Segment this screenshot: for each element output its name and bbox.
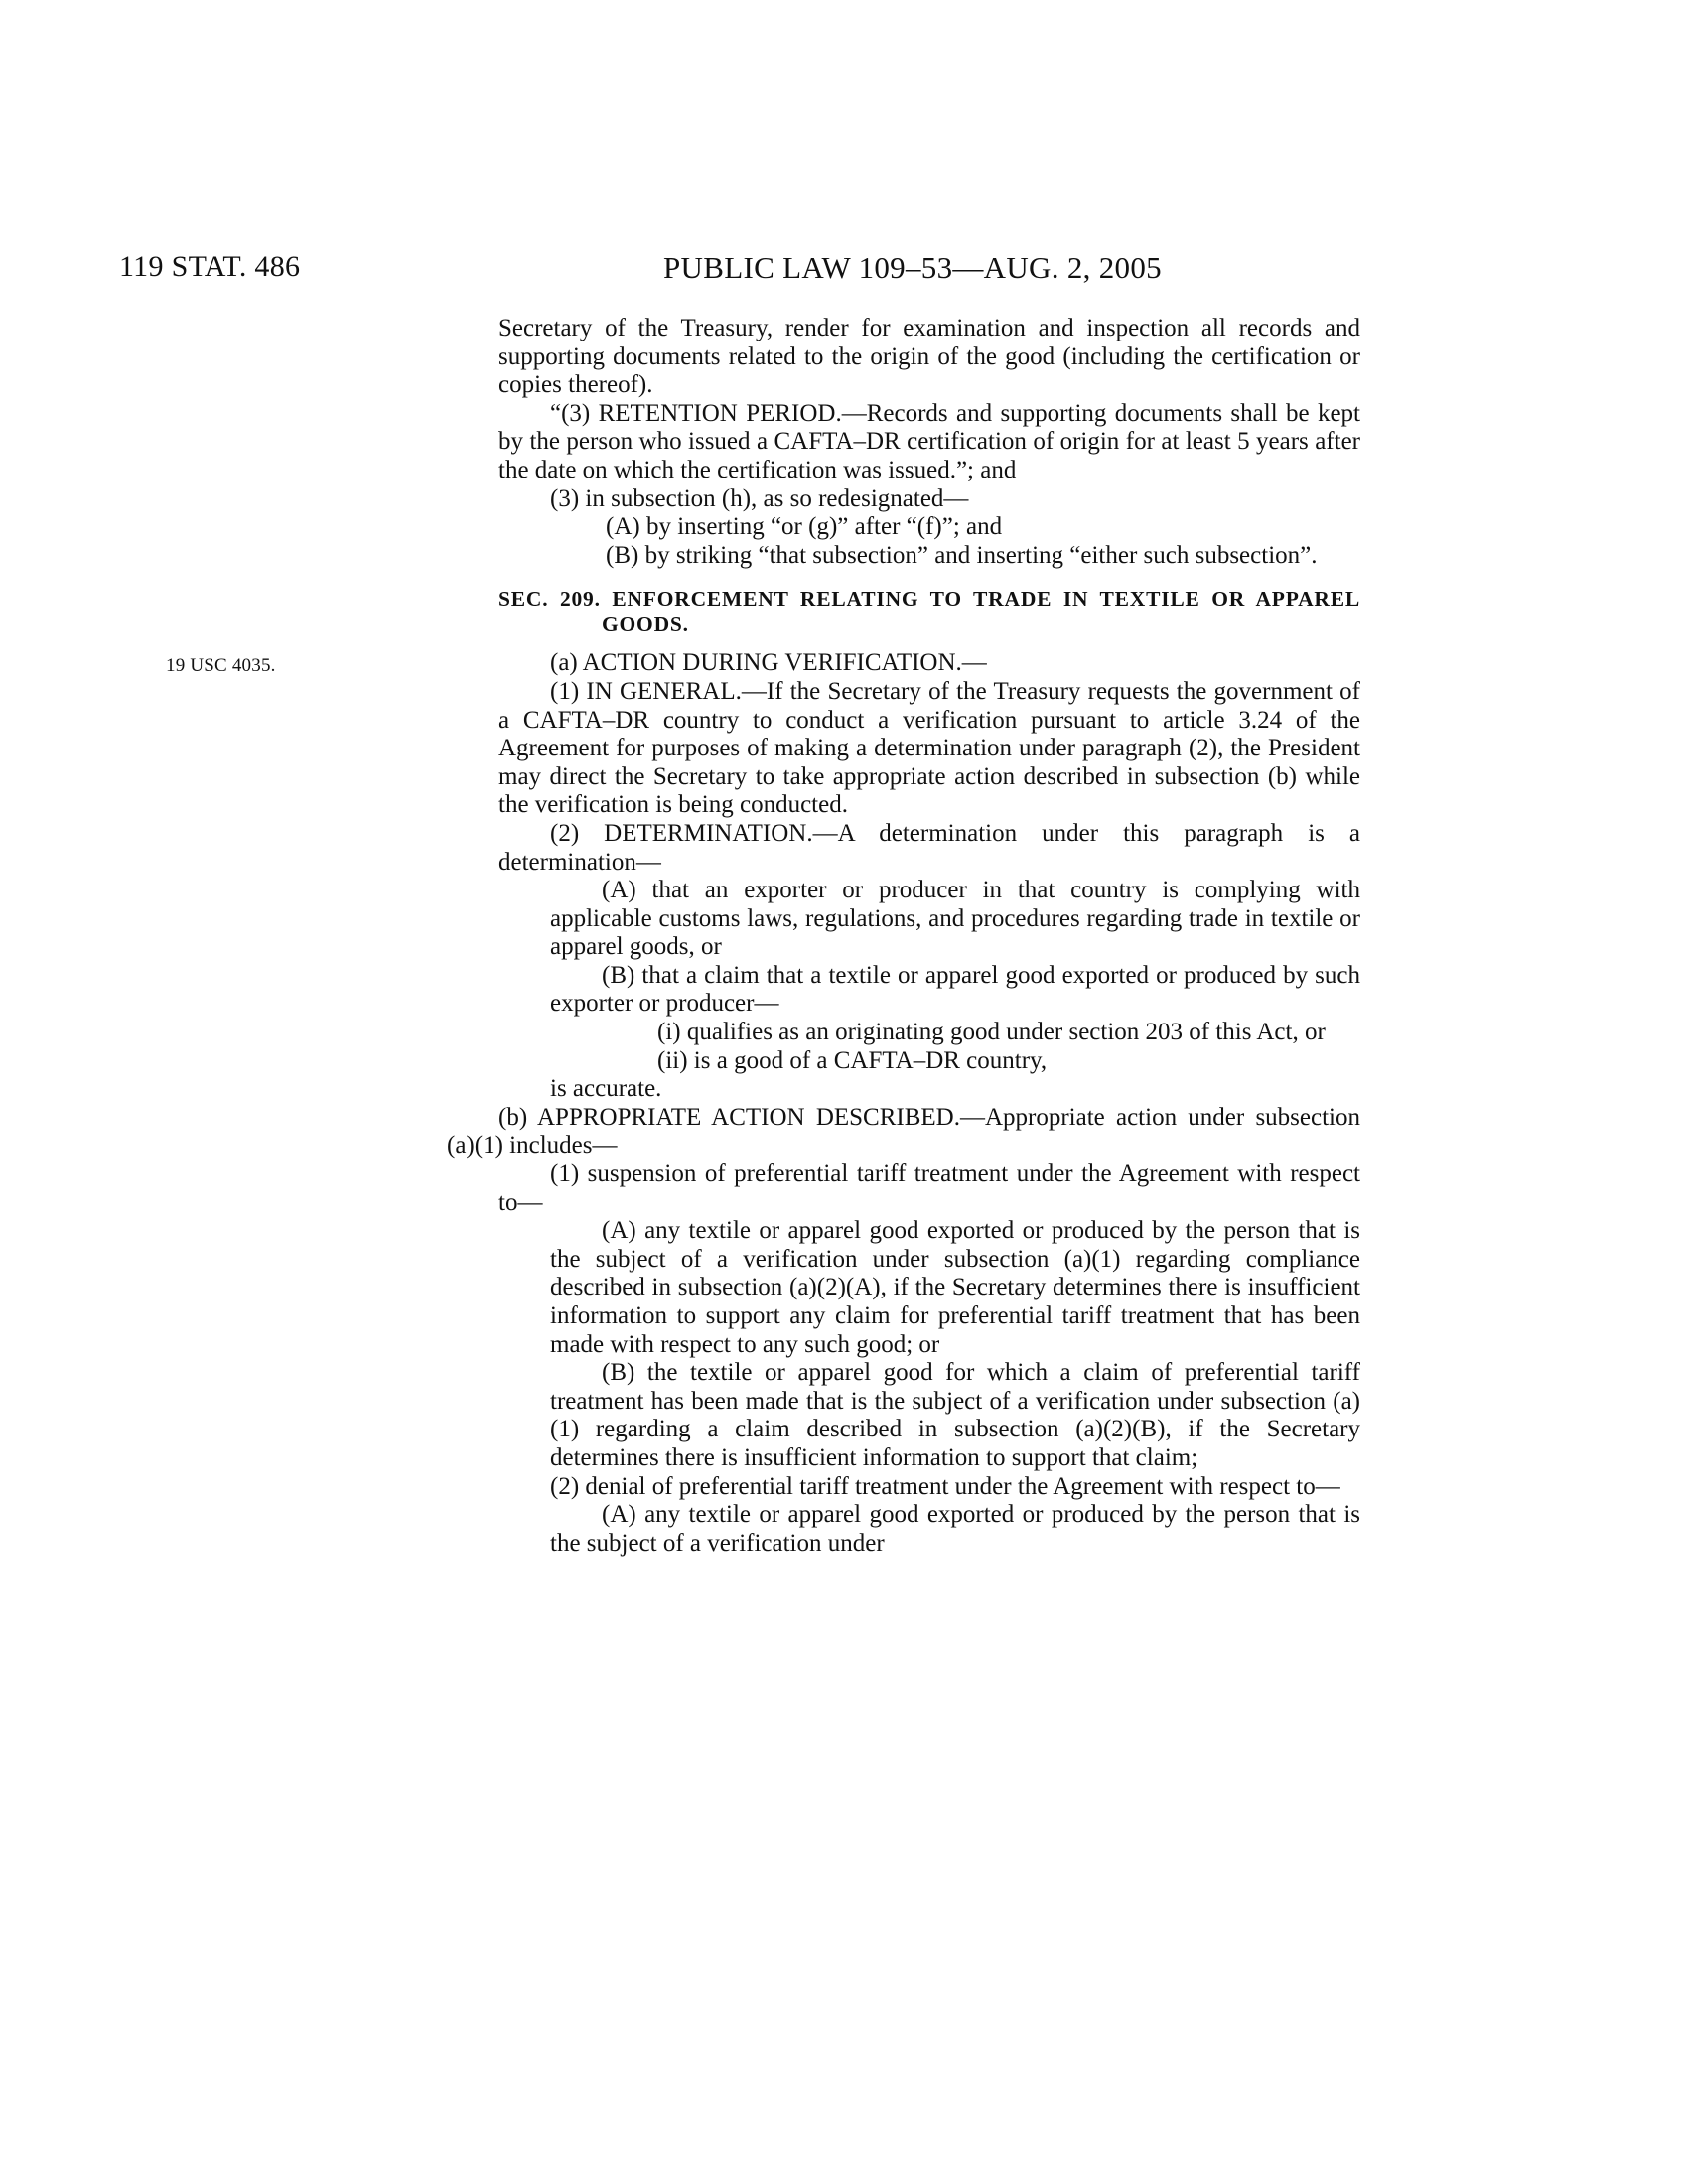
paragraph: (2) denial of preferential tariff treatment under the Agreement with respect to— [550, 1472, 1340, 1500]
paragraph: (B) the textile or apparel good for which a claim of preferential tariff treatment has been made that is the subject of a verification under subsection (a)(1) regarding a claim described in subsection (a)(2)(B), if the Secretary determines there is insufficient information to support that claim; [550, 1359, 1360, 1471]
paragraph: (1) suspension of preferential tariff treatment under the Agreement with respect to— [498, 1160, 1360, 1216]
page-title: PUBLIC LAW 109–53—AUG. 2, 2005 [663, 250, 1162, 285]
paragraph: (A) that an exporter or producer in that country is complying with applicable customs laws, regulations, and procedures regarding trade in textile or apparel goods, or [550, 877, 1360, 961]
subsection-heading: (b) APPROPRIATE ACTION DESCRIBED.—Appropriate action under subsection (a)(1) includes— [447, 1103, 1360, 1160]
paragraph: is accurate. [550, 1075, 662, 1103]
paragraph: Secretary of the Treasury, render for examination and inspection all records and supporting documents related to the origin of the good (including the certification or copies thereof). [498, 315, 1360, 399]
margin-note: 19 USC 4035. [166, 655, 276, 676]
paragraph: (B) by striking “that subsection” and inserting “either such subsection”. [606, 541, 1318, 569]
section-heading: SEC. 209. ENFORCEMENT RELATING TO TRADE IN TEXTILE OR APPAREL GOODS. [498, 587, 1360, 637]
paragraph: (i) qualifies as an originating good under section 203 of this Act, or [657, 1019, 1326, 1046]
paragraph: (ii) is a good of a CAFTA–DR country, [657, 1046, 1048, 1074]
stat-reference: 119 STAT. 486 [119, 250, 301, 283]
paragraph: (1) IN GENERAL.—If the Secretary of the Treasury requests the government of a CAFTA–DR country to conduct a verification pursuant to article 3.24 of the Agreement for purposes of making a determination under paragraph (2), the President may direct the Secretary to take appropriate action described in subsection (b) while the verification is being conducted. [498, 677, 1360, 819]
subsection-heading: (a) ACTION DURING VERIFICATION.— [550, 649, 987, 677]
paragraph: (3) in subsection (h), as so redesignated— [550, 484, 969, 512]
paragraph: “(3) RETENTION PERIOD.—Records and supporting documents shall be kept by the person who issued a CAFTA–DR certification of origin for at least 5 years after the date on which the certification was issued.”; and [498, 399, 1360, 483]
paragraph: (2) DETERMINATION.—A determination under this paragraph is a determination— [498, 819, 1360, 876]
paragraph: (A) any textile or apparel good exported or produced by the person that is the subject of a verification under subsection (a)(1) regarding compliance described in subsection (a)(2)(A), if the Secretary determines there is insufficient information to support any claim for preferential tariff treatment that has been made with respect to any such good; or [550, 1217, 1360, 1358]
paragraph: (A) by inserting “or (g)” after “(f)”; and [606, 513, 1003, 541]
paragraph: (B) that a claim that a textile or apparel good exported or produced by such exporter or producer— [550, 961, 1360, 1018]
body-text [447, 315, 1360, 1558]
paragraph: (A) any textile or apparel good exported or produced by the person that is the subject of a verification under [550, 1501, 1360, 1557]
